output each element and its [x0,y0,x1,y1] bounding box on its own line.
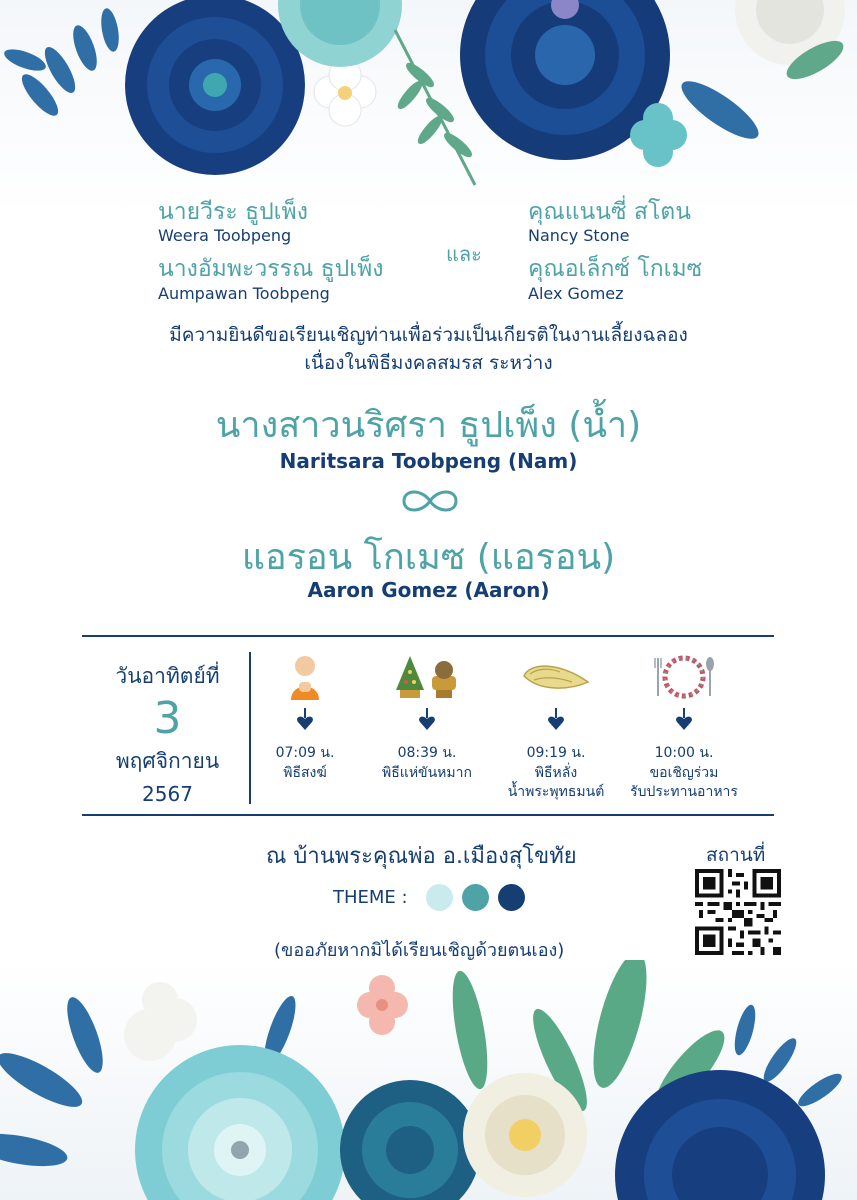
khan-maak-icon [392,652,462,702]
theme-color-light-teal [426,884,453,911]
conjunction-and: และ [446,242,482,266]
flower-pink-bottom [357,975,408,1035]
date-block [100,660,235,806]
event-name-line-2: น้ำพระพุทธมนต์ [507,784,605,800]
host-father-thai: นายวีระ ธูปเพ็ง [158,199,308,225]
event-name: พิธีสงฆ์ [283,765,327,781]
date-weekday: วันอาทิตย์ที่ [115,664,220,688]
date-year: 2567 [142,782,193,806]
event-time: 10:00 น. [654,745,714,761]
event-time: 08:39 น. [397,745,457,761]
invitation-line-2: เนื่องในพิธีมงคลสมรส ระหว่าง [304,352,553,374]
location-label: สถานที่ [706,844,766,866]
event-khan-maak-procession [352,652,502,783]
host-right-2-english: Alex Gomez [528,284,624,303]
divider-top [82,635,774,637]
venue-text: ณ บ้านพระคุณพ่อ อ.เมืองสุโขทัย [266,844,577,869]
groom-name-thai: แอรอน โกเมซ (แอรอน) [241,537,616,578]
host-mother-thai: นางอัมพะวรรณ ธูปเพ็ง [158,256,384,282]
rose-darkteal-bottom [340,1080,480,1200]
date-month: พฤศจิกายน [115,749,220,773]
location-qr-code[interactable] [695,869,781,955]
event-dinner [609,652,759,802]
groom-name-english: Aaron Gomez (Aaron) [307,578,550,602]
heart-drop-icon [547,708,565,732]
divider-bottom [82,814,774,816]
bottom-floral-decoration [0,960,857,1200]
rose-cream-bottom [463,1073,587,1197]
host-father-english: Weera Toobpeng [158,226,292,245]
theme-color-teal [462,884,489,911]
invitation-line-1: มีความยินดีขอเรียนเชิญท่านเพื่อร่วมเป็นเกียรติในงานเลี้ยงฉลอง [169,324,688,346]
host-right-1-thai: คุณแนนซี่ สโตน [528,199,691,225]
monk-icon [285,652,325,702]
conch-shell-icon [520,652,592,702]
bride-name-english: Naritsara Toobpeng (Nam) [279,449,578,473]
theme-color-navy [498,884,525,911]
dinner-plate-icon [652,652,716,702]
date-day: 3 [153,693,182,744]
flower-white-small [314,59,376,126]
event-time: 09:19 น. [526,745,586,761]
flower-white-bottom [124,982,197,1061]
top-floral-decoration [0,0,857,200]
bride-name-thai: นางสาวนริศรา ธูปเพ็ง (น้ำ) [215,405,642,446]
rose-navy-left [125,0,305,175]
event-name: พิธีแห่ขันหมาก [382,765,472,781]
host-right-1-english: Nancy Stone [528,226,630,245]
leaf-branch-left [2,7,122,121]
heart-drop-icon [675,708,693,732]
event-name: ขอเชิญร่วม [649,765,719,781]
event-name-line-2: รับประทานอาหาร [630,784,738,800]
rose-teal-bottom [135,1045,345,1200]
heart-drop-icon [296,708,314,732]
apology-text: (ขออภัยหากมิได้เรียนเชิญด้วยตนเอง) [274,940,565,961]
rose-navy-bottom-right [615,1070,825,1200]
heart-drop-icon [418,708,436,732]
host-mother-english: Aumpawan Toobpeng [158,284,330,303]
theme-label: THEME : [333,887,408,908]
event-name: พิธีหลั่ง [534,765,578,781]
event-time: 07:09 น. [275,745,335,761]
infinity-icon [400,484,460,518]
host-right-2-thai: คุณอเล็กซ์ โกเมซ [528,256,703,282]
